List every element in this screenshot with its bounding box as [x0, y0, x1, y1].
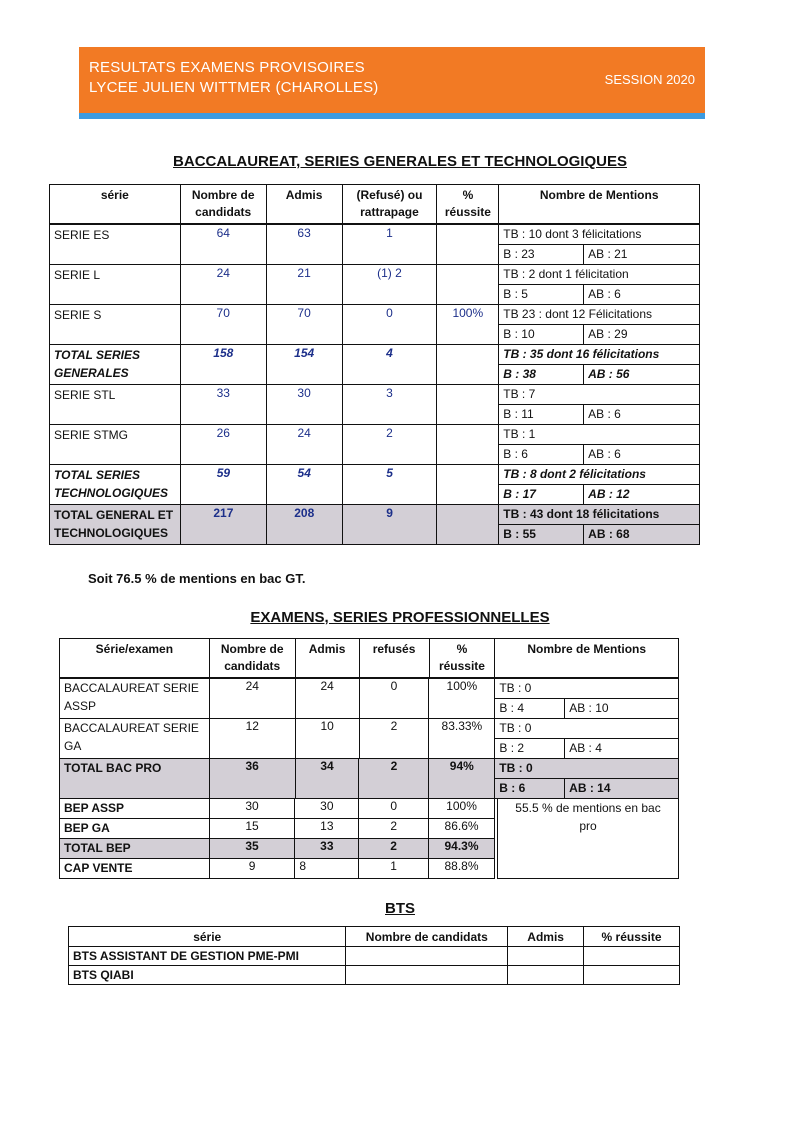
bac-gt-mentions-note: Soit 76.5 % de mentions en bac GT. [88, 571, 306, 586]
reussite-cell [437, 225, 499, 265]
candidats-cell: 26 [180, 425, 266, 465]
pro-admis-cell: 10 [295, 719, 359, 759]
pro-reussite-cell: 83.33% [429, 719, 495, 759]
pro-candidats-cell: 12 [209, 719, 295, 759]
serie-cell: SERIE L [50, 265, 181, 305]
reussite-cell [437, 505, 499, 545]
pro-table-header [59, 638, 679, 678]
refuses-cell: 0 [342, 305, 437, 345]
pro-refuses-cell: 0 [359, 679, 429, 719]
candidats-cell: 217 [180, 505, 266, 545]
bts-table [68, 926, 680, 985]
bep-row [59, 858, 495, 879]
reussite-cell [437, 345, 499, 385]
bac-gt-row [49, 344, 700, 385]
bac-gt-row [49, 304, 700, 345]
pro-candidats-cell: 36 [209, 759, 295, 799]
admis-cell: 63 [266, 225, 342, 265]
pro-row [59, 758, 679, 799]
serie-cell: SERIE ES [50, 225, 181, 265]
bep-admis-cell: 13 [295, 819, 359, 839]
bep-admis-cell: 30 [295, 799, 359, 819]
bep-serie-cell: TOTAL BEP [60, 839, 210, 859]
pro-col-serie: Série/examen [60, 639, 210, 678]
mention-b-cell: B : 23 [499, 245, 584, 265]
header-title-line2: LYCEE JULIEN WITTMER (CHAROLLES) [89, 79, 379, 96]
pro-mention-ab-cell: AB : 14 [565, 779, 679, 799]
mention-b-cell: B : 55 [499, 525, 584, 545]
col-header-reussite: % réussite [437, 185, 499, 224]
bac-gt-row [49, 264, 700, 305]
bep-refuses-cell: 2 [359, 819, 429, 839]
candidats-cell: 158 [180, 345, 266, 385]
banner-stripe [79, 113, 705, 119]
mention-b-cell: B : 11 [499, 405, 584, 425]
admis-cell: 70 [266, 305, 342, 345]
refuses-cell: 3 [342, 385, 437, 425]
candidats-cell: 59 [180, 465, 266, 505]
pro-mentions-note: 55.5 % de mentions en bac pro [498, 799, 679, 879]
bts-candidats-cell [346, 947, 508, 966]
pro-col-refuses: refusés [359, 639, 429, 678]
bep-serie-cell: CAP VENTE [60, 859, 210, 879]
bts-serie-cell: BTS QIABI [69, 966, 346, 985]
bep-refuses-cell: 2 [359, 839, 429, 859]
admis-cell: 54 [266, 465, 342, 505]
bac-gt-row [49, 504, 700, 545]
pro-col-candidats: Nombre de candidats [209, 639, 295, 678]
pro-admis-cell: 24 [295, 679, 359, 719]
mention-b-cell: B : 6 [499, 445, 584, 465]
pro-serie-cell: BACCALAUREAT SERIE GA [60, 719, 210, 759]
reussite-cell [437, 425, 499, 465]
bts-reussite-cell [584, 966, 680, 985]
mention-tb-cell: TB : 43 dont 18 félicitations [499, 505, 700, 525]
bac-gt-row [49, 464, 700, 505]
bts-col-admis: Admis [508, 927, 584, 947]
refuses-cell: 5 [342, 465, 437, 505]
serie-cell: SERIE STL [50, 385, 181, 425]
pro-mention-tb-cell: TB : 0 [495, 759, 679, 779]
serie-cell: TOTAL GENERAL ET TECHNOLOGIQUES [50, 505, 181, 545]
bts-col-candidats: Nombre de candidats [346, 927, 508, 947]
pro-refuses-cell: 2 [359, 759, 429, 799]
reussite-cell [437, 385, 499, 425]
pro-mentions-note-box [497, 798, 679, 879]
pro-admis-cell: 34 [295, 759, 359, 799]
pro-col-mentions: Nombre de Mentions [495, 639, 679, 678]
reussite-cell: 100% [437, 305, 499, 345]
pro-col-reussite: % réussite [429, 639, 495, 678]
mention-b-cell: B : 17 [499, 485, 584, 505]
bep-row [59, 798, 495, 819]
pro-serie-cell: TOTAL BAC PRO [60, 759, 210, 799]
bep-reussite-cell: 88.8% [429, 859, 495, 879]
pro-mention-ab-cell: AB : 4 [565, 739, 679, 759]
col-header-refuses: (Refusé) ou rattrapage [342, 185, 437, 224]
bts-col-reussite: % réussite [584, 927, 680, 947]
refuses-cell: 9 [342, 505, 437, 545]
bac-gt-table [49, 184, 700, 224]
pro-reussite-cell: 94% [429, 759, 495, 799]
candidats-cell: 24 [180, 265, 266, 305]
mention-tb-cell: TB : 7 [499, 385, 700, 405]
bac-gt-title: BACCALAUREAT, SERIES GENERALES ET TECHNOLOGIQUES [173, 153, 627, 170]
col-header-candidats: Nombre de candidats [180, 185, 266, 224]
refuses-cell: (1) 2 [342, 265, 437, 305]
bep-serie-cell: BEP ASSP [60, 799, 210, 819]
bep-serie-cell: BEP GA [60, 819, 210, 839]
admis-cell: 30 [266, 385, 342, 425]
bts-title: BTS [385, 900, 415, 917]
pro-title: EXAMENS, SERIES PROFESSIONNELLES [250, 609, 550, 626]
bts-candidats-cell [346, 966, 508, 985]
serie-cell: SERIE STMG [50, 425, 181, 465]
session-label: SESSION 2020 [604, 72, 695, 87]
bep-reussite-cell: 94.3% [429, 839, 495, 859]
header-banner [79, 47, 705, 113]
mention-ab-cell: AB : 68 [584, 525, 700, 545]
bts-admis-cell [508, 966, 584, 985]
col-header-serie: série [50, 185, 181, 224]
pro-row [59, 718, 679, 759]
mention-ab-cell: AB : 6 [584, 285, 700, 305]
reussite-cell [437, 465, 499, 505]
bac-gt-row [49, 224, 700, 265]
admis-cell: 21 [266, 265, 342, 305]
serie-cell: SERIE S [50, 305, 181, 345]
pro-serie-cell: BACCALAUREAT SERIE ASSP [60, 679, 210, 719]
mention-ab-cell: AB : 29 [584, 325, 700, 345]
admis-cell: 154 [266, 345, 342, 385]
bep-reussite-cell: 86.6% [429, 819, 495, 839]
header-title-line1: RESULTATS EXAMENS PROVISOIRES [89, 59, 365, 76]
mention-ab-cell: AB : 12 [584, 485, 700, 505]
bep-candidats-cell: 30 [209, 799, 295, 819]
bts-admis-cell [508, 947, 584, 966]
mention-b-cell: B : 5 [499, 285, 584, 305]
pro-row [59, 678, 679, 719]
mention-tb-cell: TB : 2 dont 1 félicitation [499, 265, 700, 285]
pro-mention-b-cell: B : 2 [495, 739, 565, 759]
mention-b-cell: B : 10 [499, 325, 584, 345]
bts-serie-cell: BTS ASSISTANT DE GESTION PME-PMI [69, 947, 346, 966]
bac-gt-row [49, 424, 700, 465]
mention-ab-cell: AB : 21 [584, 245, 700, 265]
pro-mention-tb-cell: TB : 0 [495, 719, 679, 739]
pro-mention-b-cell: B : 6 [495, 779, 565, 799]
refuses-cell: 1 [342, 225, 437, 265]
reussite-cell [437, 265, 499, 305]
candidats-cell: 33 [180, 385, 266, 425]
bep-candidats-cell: 15 [209, 819, 295, 839]
serie-cell: TOTAL SERIES GENERALES [50, 345, 181, 385]
mention-tb-cell: TB : 35 dont 16 félicitations [499, 345, 700, 365]
col-header-mentions: Nombre de Mentions [499, 185, 700, 224]
serie-cell: TOTAL SERIES TECHNOLOGIQUES [50, 465, 181, 505]
bac-gt-row [49, 384, 700, 425]
mention-ab-cell: AB : 6 [584, 445, 700, 465]
bep-row [59, 838, 495, 859]
bts-reussite-cell [584, 947, 680, 966]
pro-mention-ab-cell: AB : 10 [565, 699, 679, 719]
bep-refuses-cell: 0 [359, 799, 429, 819]
candidats-cell: 70 [180, 305, 266, 345]
admis-cell: 208 [266, 505, 342, 545]
refuses-cell: 2 [342, 425, 437, 465]
mention-ab-cell: AB : 6 [584, 405, 700, 425]
admis-cell: 24 [266, 425, 342, 465]
pro-refuses-cell: 2 [359, 719, 429, 759]
candidats-cell: 64 [180, 225, 266, 265]
mention-ab-cell: AB : 56 [584, 365, 700, 385]
pro-candidats-cell: 24 [209, 679, 295, 719]
bep-admis-cell: 33 [295, 839, 359, 859]
bep-candidats-cell: 35 [209, 839, 295, 859]
refuses-cell: 4 [342, 345, 437, 385]
bts-col-serie: série [69, 927, 346, 947]
pro-mention-b-cell: B : 4 [495, 699, 565, 719]
bep-reussite-cell: 100% [429, 799, 495, 819]
bep-row [59, 818, 495, 839]
bep-admis-cell: 8 [295, 859, 359, 879]
mention-tb-cell: TB 23 : dont 12 Félicitations [499, 305, 700, 325]
pro-col-admis: Admis [295, 639, 359, 678]
mention-tb-cell: TB : 1 [499, 425, 700, 445]
mention-tb-cell: TB : 10 dont 3 félicitations [499, 225, 700, 245]
mention-tb-cell: TB : 8 dont 2 félicitations [499, 465, 700, 485]
col-header-admis: Admis [266, 185, 342, 224]
pro-mention-tb-cell: TB : 0 [495, 679, 679, 699]
pro-reussite-cell: 100% [429, 679, 495, 719]
bep-refuses-cell: 1 [359, 859, 429, 879]
mention-b-cell: B : 38 [499, 365, 584, 385]
bep-candidats-cell: 9 [209, 859, 295, 879]
bac-gt-header-row [50, 185, 700, 224]
